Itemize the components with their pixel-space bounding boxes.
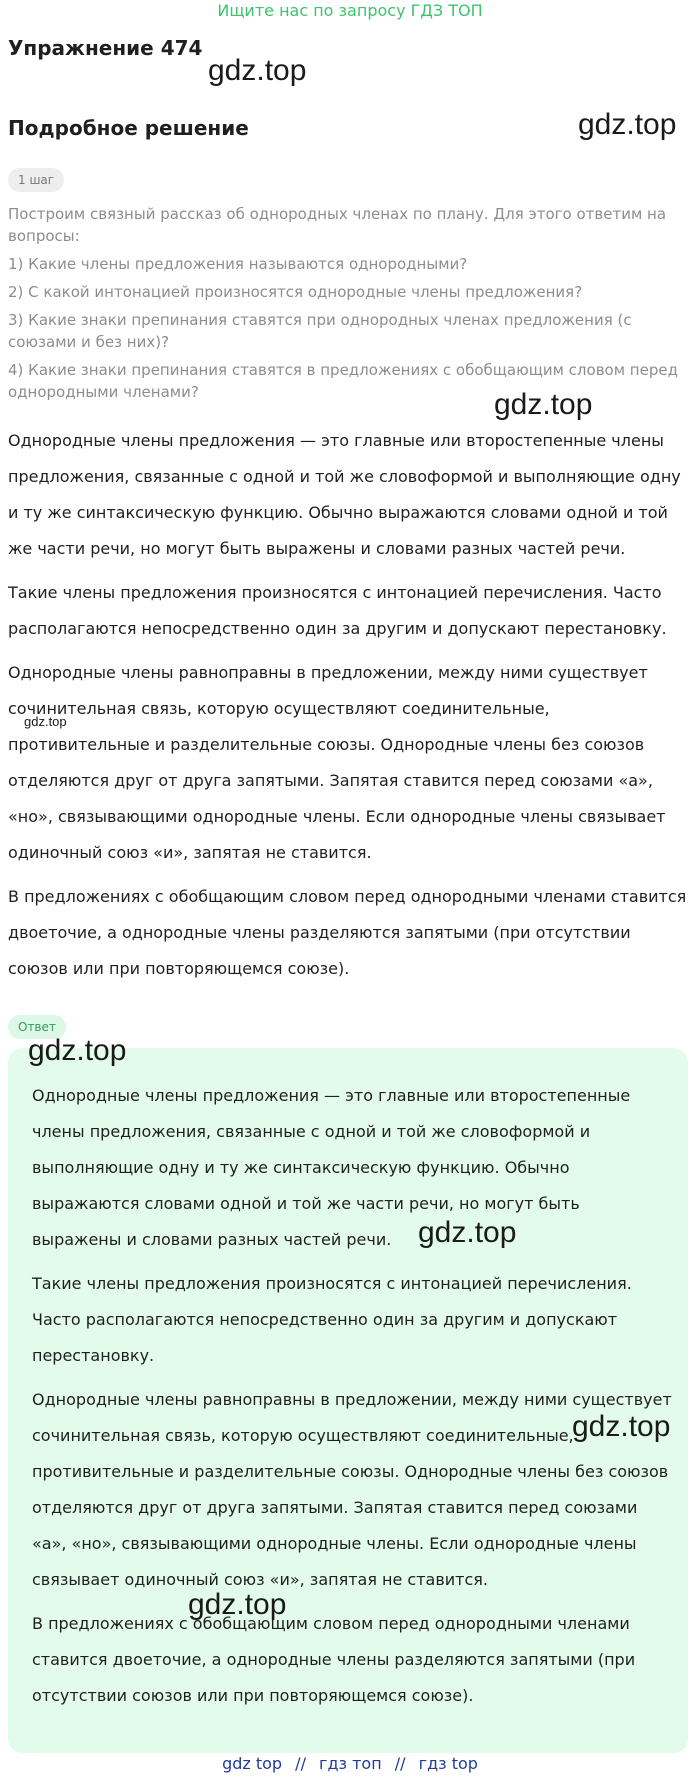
watermark: gdz.top — [494, 388, 593, 421]
watermark: gdz.top — [188, 1588, 287, 1621]
solution-paragraph: В предложениях с обобщающим словом перед однородными членами ставится двоеточие, а однородные члены разделяются запятыми (при отсутствии союзов или при повторяющемся союзе). — [8, 887, 687, 978]
intro-paragraph: Построим связный рассказ об однородных членах по плану. Для этого ответим на вопросы: — [8, 205, 667, 245]
intro-question: 1) Какие члены предложения называются однородными? — [8, 255, 468, 273]
intro-question: 2) С какой интонацией произносятся однородные члены предложения? — [8, 283, 583, 301]
watermark: gdz.top — [418, 1216, 517, 1249]
solution-paragraph: Однородные члены равноправны в предложении, между ними существует сочинительная связь, которую осуществляют соединительные, противительные и разделительные союзы. Однородные члены без союзов отделяются друг от друга запятыми. Запятая ставится перед союзами «а», «но», связывающими однородные члены. Если однородные члены связывает одиночный союз «и», запятая не ставится. — [8, 663, 666, 862]
solution-paragraph: Такие члены предложения произносятся с интонацией перечисления. Часто располагаются непосредственно один за другим и допускают перестановку. — [8, 583, 667, 638]
top-banner[interactable]: Ищите нас по запросу ГДЗ ТОП — [217, 1, 483, 20]
footer-link[interactable]: гдз топ — [319, 1754, 382, 1773]
answer-paragraph: Однородные члены предложения — это главные или второстепенные члены предложения, связанные с одной и той же словоформой и выполняющие одну и ту же синтаксическую функцию. Обычно выражаются словами одной и той же части речи, но могут быть выражены и словами разных частей речи. — [32, 1086, 631, 1249]
answer-paragraph: В предложениях с обобщающим словом перед однородными членами ставится двоеточие, а однородные члены разделяются запятыми (при отсутствии союзов или при повторяющемся союзе). — [32, 1614, 636, 1705]
answer-badge: Ответ — [8, 1015, 66, 1039]
footer-links — [0, 1754, 700, 1776]
step-badge: 1 шаг — [8, 168, 64, 192]
solution-text — [8, 423, 692, 995]
watermark: gdz.top — [28, 1034, 127, 1067]
watermark: gdz.top — [578, 108, 677, 141]
intro-question: 3) Какие знаки препинания ставятся при однородных членах предложения (с союзами и без них)? — [8, 311, 632, 351]
answer-paragraph: Такие члены предложения произносятся с интонацией перечисления. Часто располагаются непосредственно один за другим и допускают перестановку. — [32, 1274, 632, 1365]
section-title: Подробное решение — [8, 116, 249, 140]
watermark: gdz.top — [208, 54, 307, 87]
solution-paragraph: Однородные члены предложения — это главные или второстепенные члены предложения, связанные с одной и той же словоформой и выполняющие одну и ту же синтаксическую функцию. Обычно выражаются словами одной и той же части речи, но могут быть выражены и словами разных частей речи. — [8, 431, 681, 558]
footer-link[interactable]: гдз top — [418, 1754, 478, 1773]
intro-question: 4) Какие знаки препинания ставятся в предложениях с обобщающим словом перед однородными членами? — [8, 361, 678, 401]
answer-box — [8, 1048, 688, 1753]
footer-separator: // — [394, 1754, 406, 1773]
watermark: gdz.top — [572, 1410, 671, 1443]
page-title: Упражнение 474 — [8, 36, 203, 60]
answer-paragraph: Однородные члены равноправны в предложении, между ними существует сочинительная связь, которую осуществляют соединительные, противительные и разделительные союзы. Однородные члены без союзов отделяются друг от друга запятыми. Запятая ставится перед союзами «а», «но», связывающими однородные члены. Если однородные члены связывает одиночный союз «и», запятая не ставится. — [32, 1390, 672, 1589]
watermark: gdz.top — [24, 714, 67, 729]
footer-link[interactable]: gdz top — [222, 1754, 283, 1773]
footer-separator: // — [295, 1754, 306, 1773]
intro-text — [8, 203, 688, 409]
